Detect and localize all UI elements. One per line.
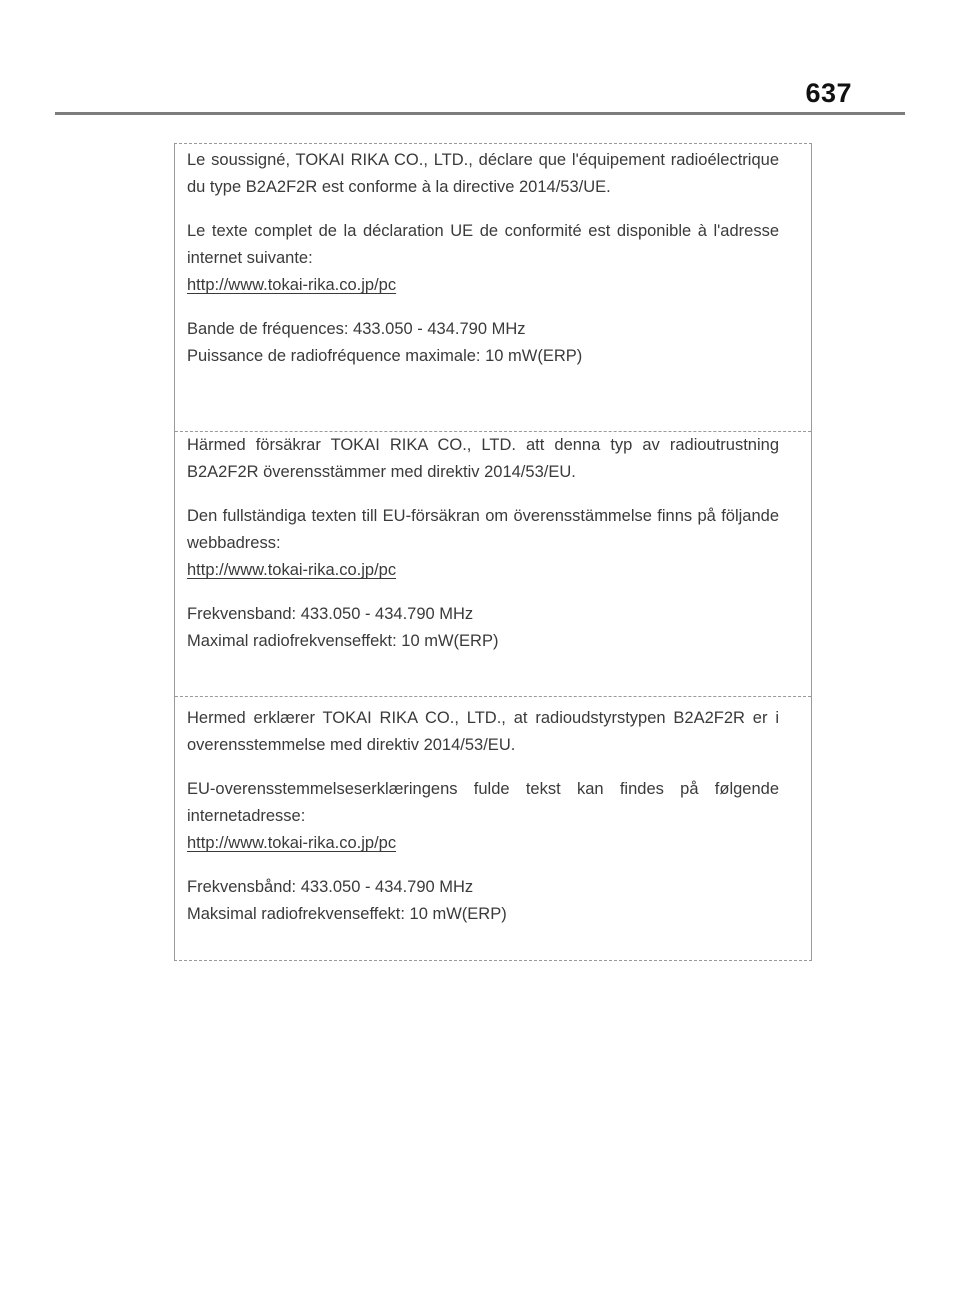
full-text-info: Den fullständiga texten till EU-försäkran om överensstämmelse finns på följande webbadress: bbox=[187, 507, 779, 552]
frequency-band-text: Frekvensbånd: 433.050 - 434.790 MHz bbox=[187, 878, 474, 896]
full-text-info: EU-overensstemmelseserklæringens fulde tekst kan findes på følgende internetadresse: bbox=[187, 780, 779, 825]
max-power-text: Maximal radiofrekvenseffekt: 10 mW(ERP) bbox=[187, 632, 499, 650]
declaration-section-french bbox=[175, 144, 811, 431]
declaration-section-danish bbox=[175, 696, 811, 962]
max-power-text: Maksimal radiofrekvenseffekt: 10 mW(ERP) bbox=[187, 905, 507, 923]
page-number: 637 bbox=[805, 78, 852, 108]
declaration-url-link[interactable]: http://www.tokai-rika.co.jp/pc bbox=[187, 276, 397, 294]
declaration-url-link[interactable]: http://www.tokai-rika.co.jp/pc bbox=[187, 834, 397, 852]
max-power-text: Puissance de radiofréquence maximale: 10 mW(ERP) bbox=[187, 347, 583, 365]
statement-text: Le soussigné, TOKAI RIKA CO., LTD., déclare que l'équipement radioélectrique du type B2A2F2R est conforme à la directive 2014/53/UE. bbox=[187, 151, 779, 196]
declaration-url-link[interactable]: http://www.tokai-rika.co.jp/pc bbox=[187, 561, 397, 579]
declaration-box bbox=[174, 143, 812, 961]
header-rule bbox=[55, 112, 905, 115]
statement-text: Härmed försäkrar TOKAI RIKA CO., LTD. att denna typ av radioutrustning B2A2F2R överensstämmer med direktiv 2014/53/EU. bbox=[187, 436, 779, 481]
frequency-band-text: Frekvensband: 433.050 - 434.790 MHz bbox=[187, 605, 474, 623]
declaration-section-swedish bbox=[175, 431, 811, 696]
frequency-band-text: Bande de fréquences: 433.050 - 434.790 MHz bbox=[187, 320, 526, 338]
statement-text: Hermed erklærer TOKAI RIKA CO., LTD., at radioudstyrstypen B2A2F2R er i overensstemmelse med direktiv 2014/53/EU. bbox=[187, 709, 779, 754]
full-text-info: Le texte complet de la déclaration UE de conformité est disponible à l'adresse internet suivante: bbox=[187, 222, 779, 267]
